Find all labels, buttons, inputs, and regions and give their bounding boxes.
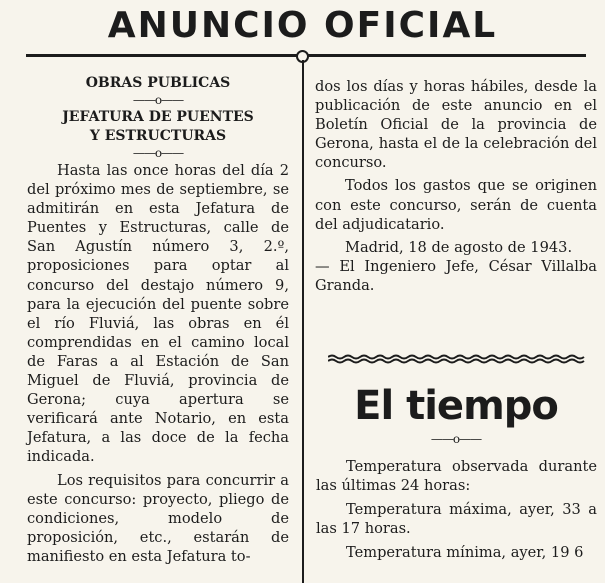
dateline: Madrid, 18 de agosto de 1943. [345,238,573,256]
weather-report [316,457,597,567]
separator: ——o—— [430,432,482,446]
wavy-divider [328,354,586,364]
paragraph-costs: Todos los gastos que se originen con este concurso, serán de cuenta del adjudicatario. [315,177,597,233]
column-divider [302,60,304,583]
section-heading: OBRAS PUBLICAS [85,75,231,91]
separator: ——o—— [132,146,184,160]
weather-max: Temperatura máxima, ayer, 33 a las 17 horas. [316,501,597,538]
weather-min: Temperatura mínima, ayer, 19 6 [346,544,584,562]
paragraph-requirements: Los requisitos para concurrir a este concurso: proyecto, pliego de condiciones, modelo de proposición, etc., estarán de manifiesto en esta Jefatura to- [27,471,289,565]
separator: ——o—— [132,93,184,107]
announcement-title: ANUNCIO OFICIAL [107,5,498,46]
weather-observed: Temperatura observada durante las últimas 24 horas: [316,458,597,495]
weather-title: El tiempo [354,383,558,429]
right-column [315,77,597,295]
subheading-line1: JEFATURA DE PUENTES [62,109,254,125]
signature: — El Ingeniero Jefe, César Villalba Granda. [315,257,597,294]
paragraph-announcement: Hasta las once horas del día 2 del próximo mes de septiembre, se admitirán en esta Jefatura de Puentes y Estructuras, calle de San Agustín número 3, 2.º, proposiciones para optar al concurso del destajo número 9, para la ejecución del puente sobre el río Fluviá, las obras en él comprendidas en el camino local de Faras a al Estación de San Miguel de Fluviá, provincia de Gerona; cuya apertura se verificará ante Notario, en esta Jefatura, a las doce de la fecha indicada. [27,162,289,466]
paragraph-continuation: dos los días y horas hábiles, desde la publicación de este anuncio en el Boletín Oficial de la provincia de Gerona, hasta el de la celebración del concurso. [315,78,597,172]
left-column [27,74,289,566]
subheading-line2: Y ESTRUCTURAS [89,128,227,144]
